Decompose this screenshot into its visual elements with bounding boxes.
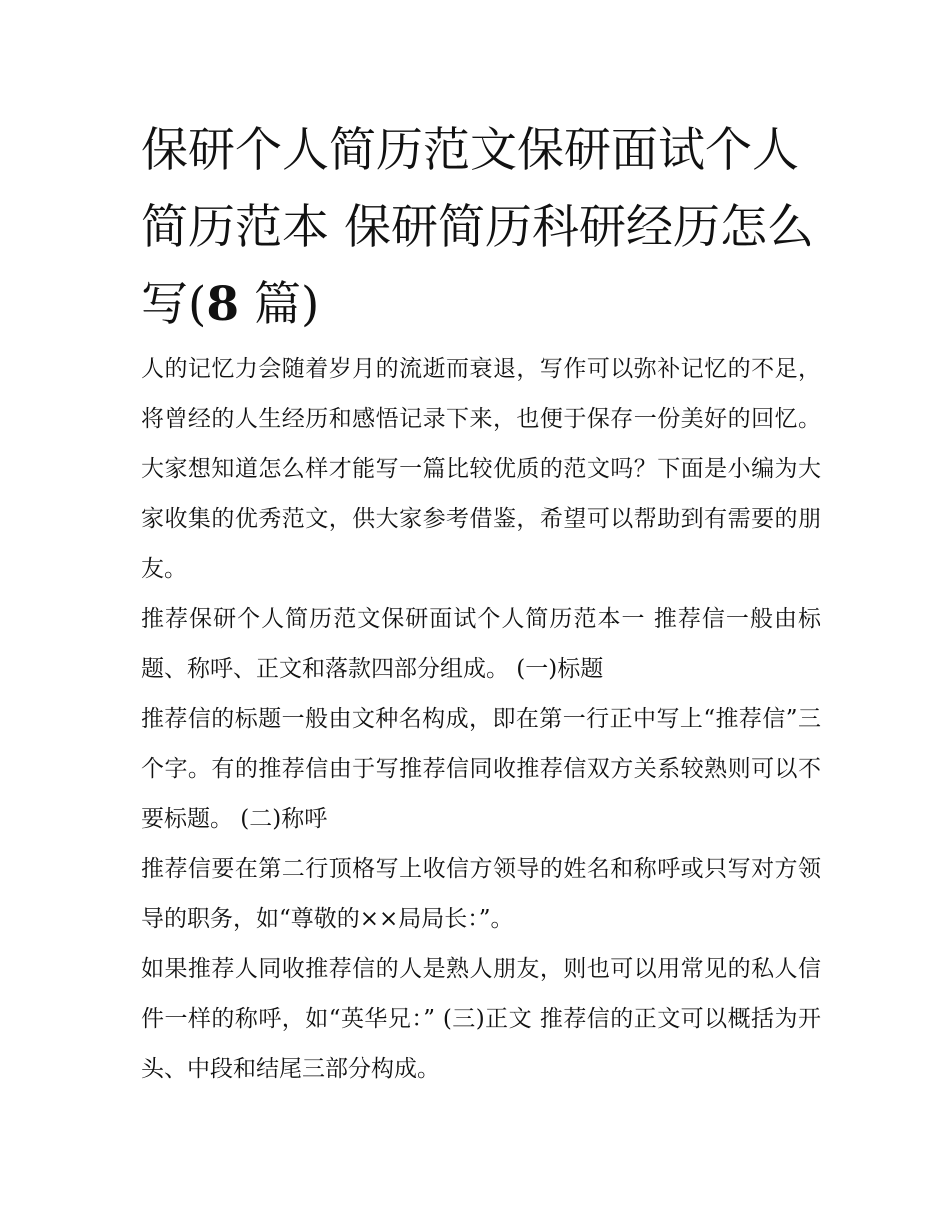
- title-suffix: 篇): [239, 277, 320, 332]
- paragraph-body-section: 如果推荐人同收推荐信的人是熟人朋友，则也可以用常见的私人信件一样的称呼，如“英华兄：” (三)正文 推荐信的正文可以概括为开头、中段和结尾三部分构成。: [141, 956, 821, 1082]
- document-title: [141, 112, 821, 343]
- intro-paragraph: 人的记忆力会随着岁月的流逝而衰退，写作可以弥补记忆的不足，将曾经的人生经历和感悟记录下来，也便于保存一份美好的回忆。大家想知道怎么样才能写一篇比较优质的范文吗？下面是小编为大家收集的优秀范文，供大家参考借鉴，希望可以帮助到有需要的朋友。: [141, 356, 821, 582]
- paragraph-title-section: 推荐信的标题一般由文种名构成，即在第一行正中写上“推荐信”三个字。有的推荐信由于写推荐信同收推荐信双方关系较熟则可以不要标题。 (二)称呼: [141, 706, 821, 832]
- paragraph-salutation: 推荐信要在第二行顶格写上收信方领导的姓名和称呼或只写对方领导的职务，如“尊敬的××局局长：”。: [141, 856, 821, 932]
- title-count: 8: [206, 277, 240, 332]
- paragraph-structure: 推荐保研个人简历范文保研面试个人简历范本一 推荐信一般由标题、称呼、正文和落款四部分组成。 (一)标题: [141, 606, 821, 682]
- document-body: [141, 112, 821, 1094]
- title-text: 保研个人简历范文保研面试个人简历范本 保研简历科研经历怎么写(: [141, 123, 814, 332]
